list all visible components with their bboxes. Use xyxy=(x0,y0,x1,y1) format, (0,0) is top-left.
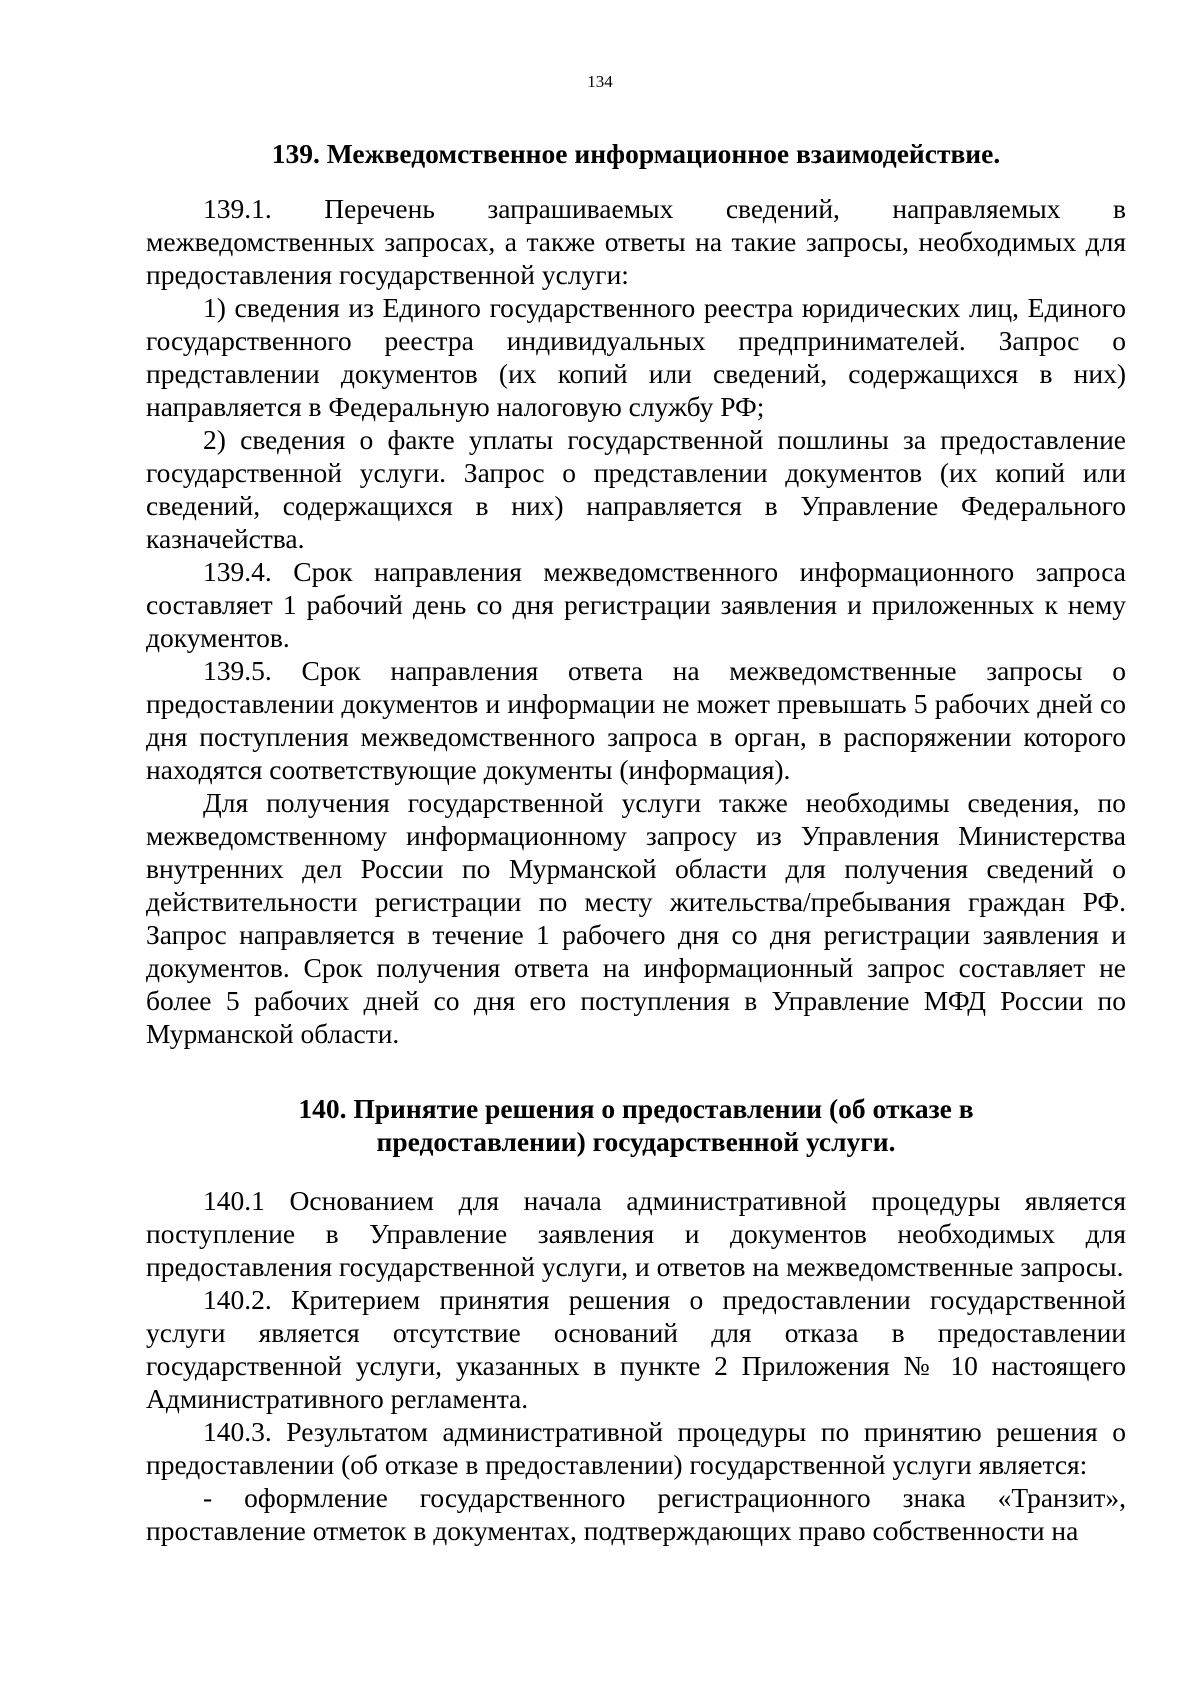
paragraph-139-1: 139.1. Перечень запрашиваемых сведений, направляемых в межведомственных запросах, а также ответы на такие запросы, необходимых для предоставления государственной услуги: xyxy=(146,193,1126,290)
section-139-heading: 139. Межведомственное информационное взаимодействие. xyxy=(271,138,1001,169)
section-140-heading xyxy=(146,1092,1126,1158)
section-140 xyxy=(146,1184,1126,1547)
paragraph-140-1: 140.1 Основанием для начала административной процедуры является поступление в Управление заявления и документов необходимых для предоставления государственной услуги, и ответов на межведомственные запросы. xyxy=(146,1185,1126,1282)
paragraph-140-3: 140.3. Результатом административной процедуры по принятию решения о предоставлении (об отказе в предоставлении) государственной услуги является: xyxy=(146,1416,1126,1480)
paragraph-139-mvd: Для получения государственной услуги также необходимы сведения, по межведомственному информационному запросу из Управления Министерства внутренних дел России по Мурманской области для получения сведений о действительности регистрации по месту жительства/пребывания граждан РФ. Запрос направляется в течение 1 рабочего дня со дня регистрации заявления и документов. Срок получения ответа на информационный запрос составляет не более 5 рабочих дней со дня его поступления в Управление МФД России по Мурманской области. xyxy=(146,787,1126,1049)
paragraph-140-3-item-1: - оформление государственного регистрационного знака «Транзит», проставление отметок в документах, подтверждающих право собственности на xyxy=(146,1482,1126,1546)
paragraph-139-5: 139.5. Срок направления ответа на межведомственные запросы о предоставлении документов и информации не может превышать 5 рабочих дней со дня поступления межведомственного запроса в орган, в распоряжении которого находятся соответствующие документы (информация). xyxy=(146,655,1126,785)
paragraph-139-4: 139.4. Срок направления межведомственного информационного запроса составляет 1 рабочий день со дня регистрации заявления и приложенных к нему документов. xyxy=(146,556,1126,653)
paragraph-139-1-item-1: 1) сведения из Единого государственного реестра юридических лиц, Единого государственного реестра индивидуальных предпринимателей. Запрос о представлении документов (их копий или сведений, содержащихся в них) направляется в Федеральную налоговую службу РФ; xyxy=(146,292,1126,422)
document-body xyxy=(146,137,1126,1547)
paragraph-140-2: 140.2. Критерием принятия решения о предоставлении государственной услуги является отсутствие оснований для отказа в предоставлении государственной услуги, указанных в пункте 2 Приложения № 10 настоящего Административного регламента. xyxy=(146,1284,1126,1414)
paragraph-139-1-item-2: 2) сведения о факте уплаты государственной пошлины за предоставление государственной услуги. Запрос о представлении документов (их копий или сведений, содержащихся в них) направляется в Управление Федерального казначейства. xyxy=(146,424,1126,554)
section-139 xyxy=(146,192,1126,1050)
section-140-heading-line-2: предоставлении) государственной услуги. xyxy=(376,1126,896,1157)
section-140-heading-line-1: 140. Принятие решения о предоставлении (об отказе в xyxy=(298,1093,974,1124)
page-number: 134 xyxy=(587,72,613,91)
